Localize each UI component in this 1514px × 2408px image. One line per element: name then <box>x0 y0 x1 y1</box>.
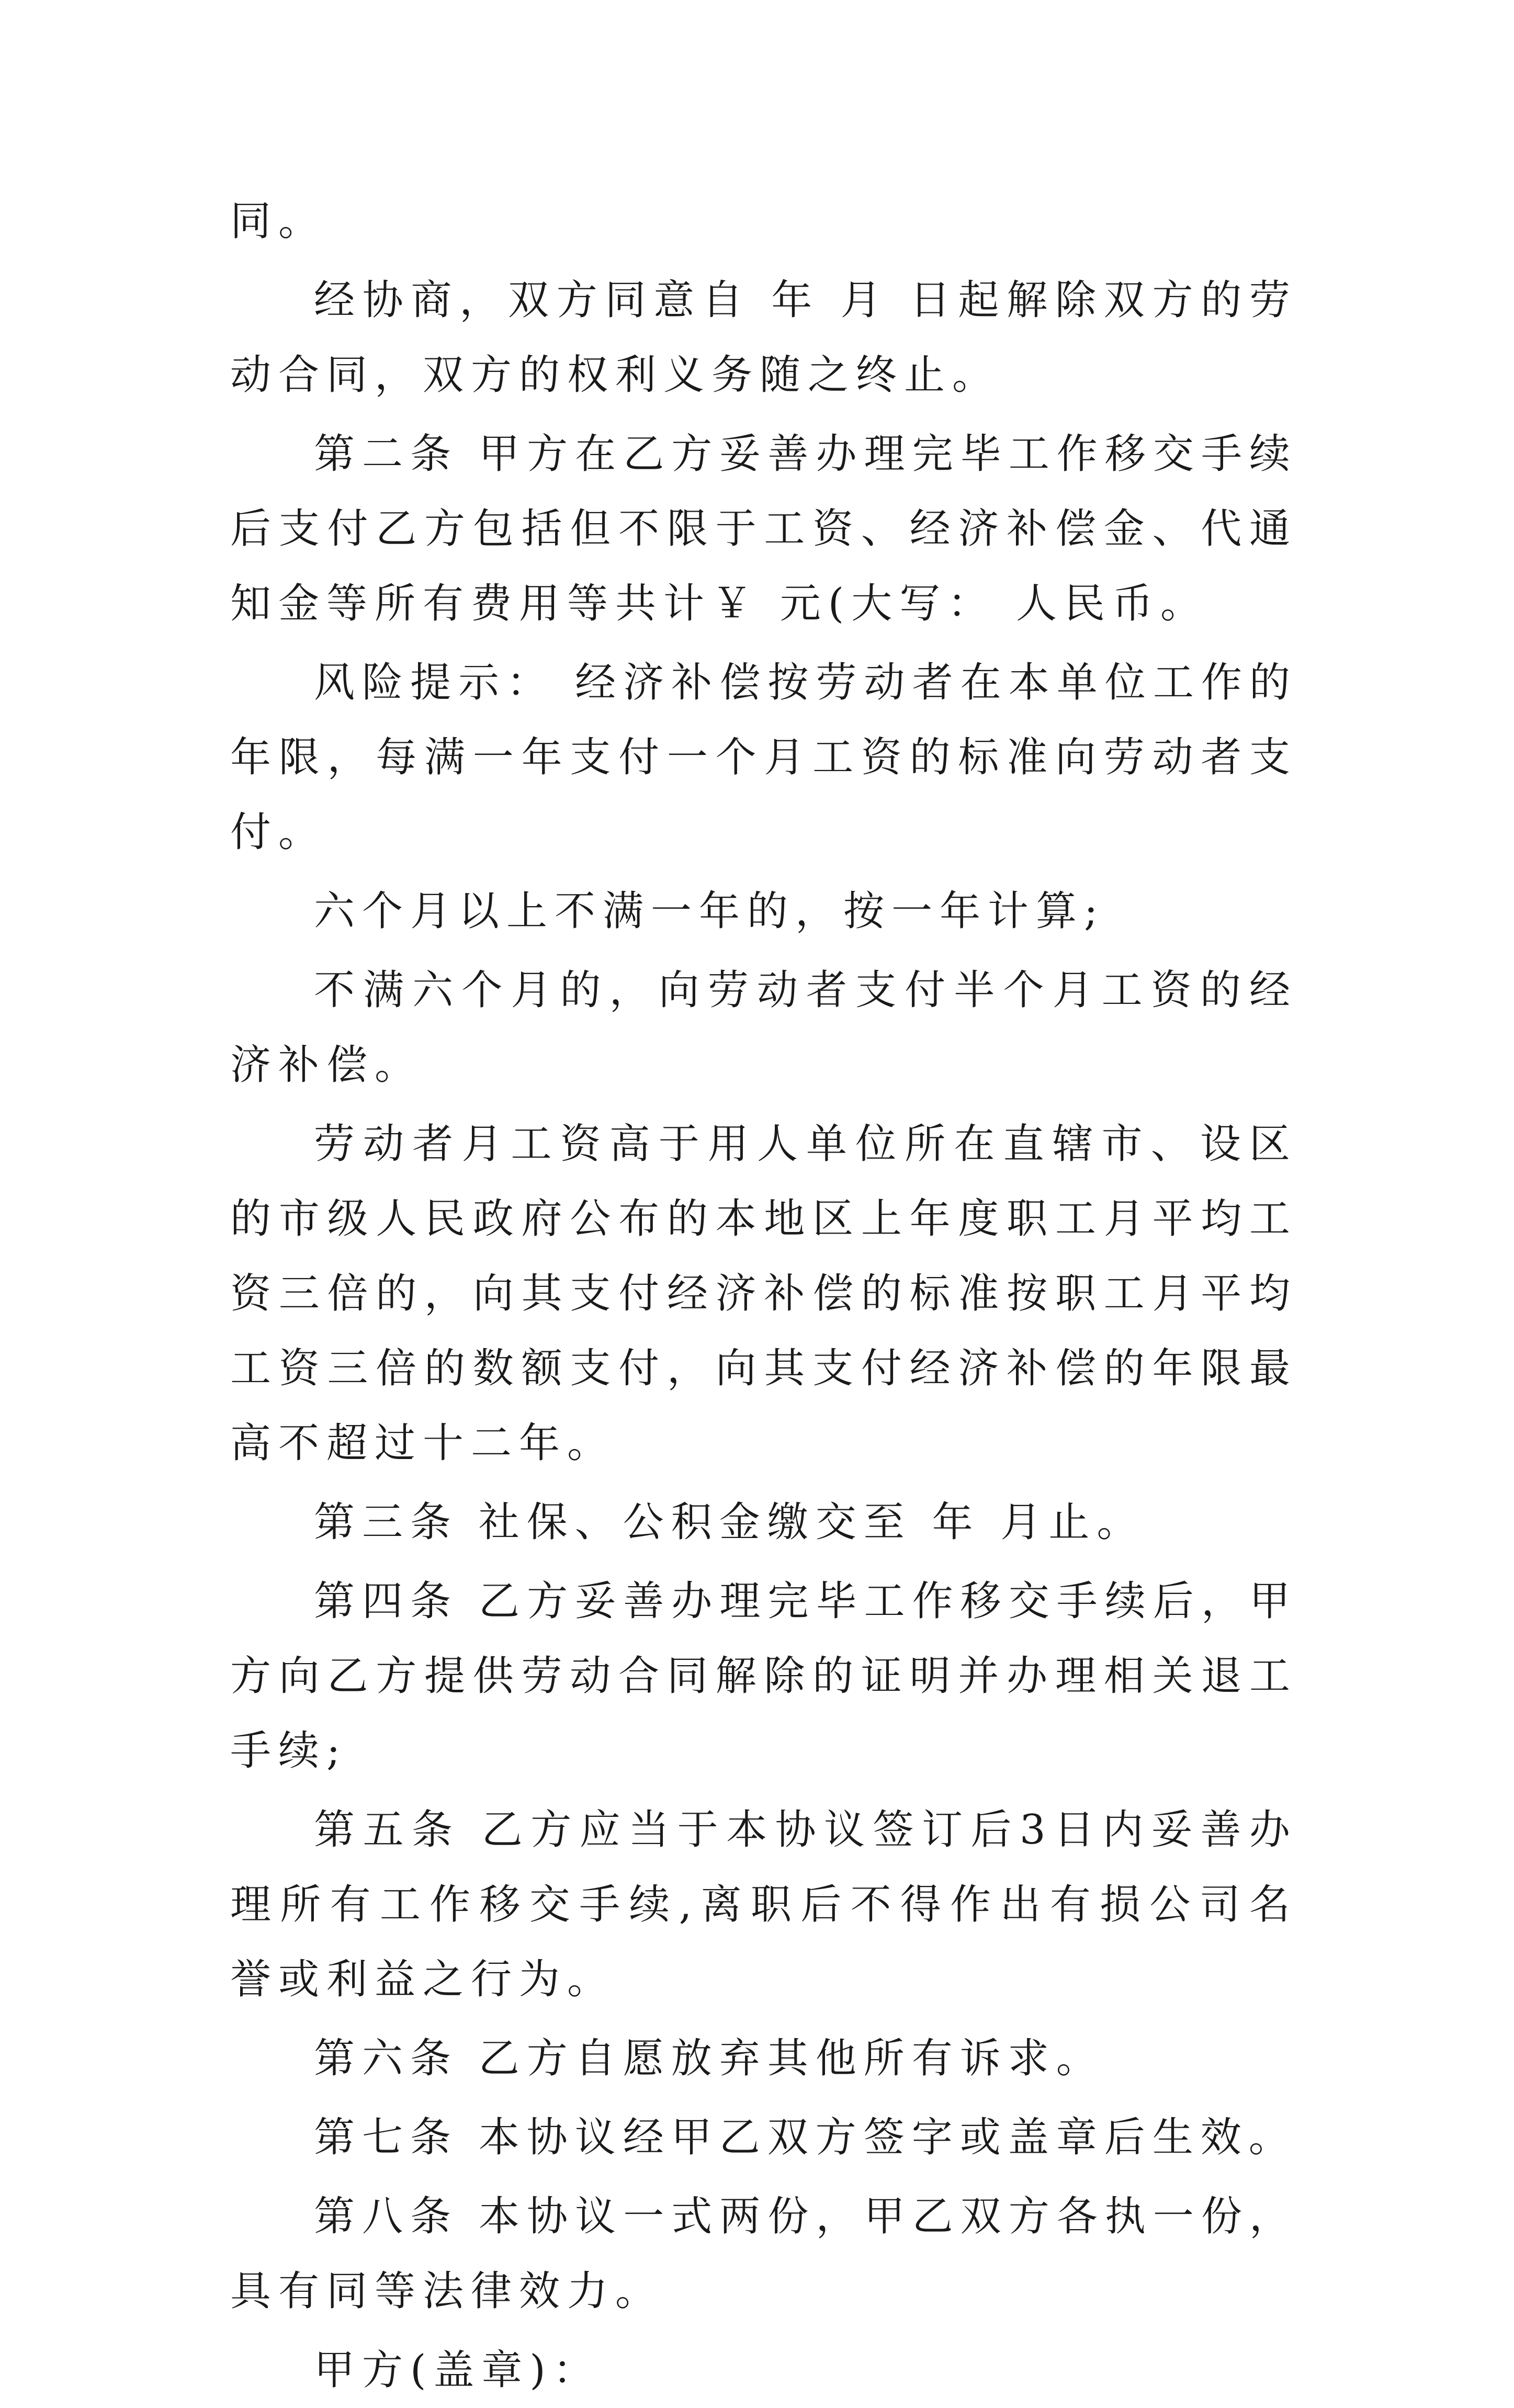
paragraph-article-2: 第二条 甲方在乙方妥善办理完毕工作移交手续后支付乙方包括但不限于工资、经济补偿金、代通知金等所有费用等共计￥ 元(大写： 人民币。 <box>230 431 1297 627</box>
signature-party-a: 甲方(盖章)： <box>314 2347 601 2394</box>
paragraph-article-6: 第六条 乙方自愿放弃其他所有诉求。 <box>314 2035 1104 2082</box>
paragraph-article-8: 第八条 本协议一式两份，甲乙双方各执一份，具有同等法律效力。 <box>230 2193 1297 2315</box>
paragraph-article-3: 第三条 社保、公积金缴交至 年 月止。 <box>314 1499 1145 1546</box>
paragraph-risk-notice: 风险提示： 经济补偿按劳动者在本单位工作的年限，每满一年支付一个月工资的标准向劳动者支付。 <box>230 659 1297 856</box>
paragraph-six-months-rule: 六个月以上不满一年的，按一年计算; <box>314 888 1105 935</box>
paragraph-article-7: 第七条 本协议经甲乙双方签字或盖章后生效。 <box>314 2114 1297 2161</box>
paragraph-under-six-months: 不满六个月的，向劳动者支付半个月工资的经济补偿。 <box>230 967 1297 1089</box>
paragraph-article-5: 第五条 乙方应当于本协议签订后3日内妥善办理所有工作移交手续,离职后不得作出有损公司名誉或利益之行为。 <box>230 1806 1297 2003</box>
paragraph-termination-date: 经协商，双方同意自 年 月 日起解除双方的劳动合同，双方的权利义务随之终止。 <box>230 277 1297 399</box>
paragraph-salary-cap: 劳动者月工资高于用人单位所在直辖市、设区的市级人民政府公布的本地区上年度职工月平均工资三倍的，向其支付经济补偿的标准按职工月平均工资三倍的数额支付，向其支付经济补偿的年限最高不超过十二年。 <box>230 1121 1297 1467</box>
document-page <box>230 184 1297 2408</box>
paragraph-continuation: 同。 <box>230 198 327 245</box>
paragraph-article-4: 第四条 乙方妥善办理完毕工作移交手续后，甲方向乙方提供劳动合同解除的证明并办理相关退工手续; <box>230 1578 1297 1774</box>
